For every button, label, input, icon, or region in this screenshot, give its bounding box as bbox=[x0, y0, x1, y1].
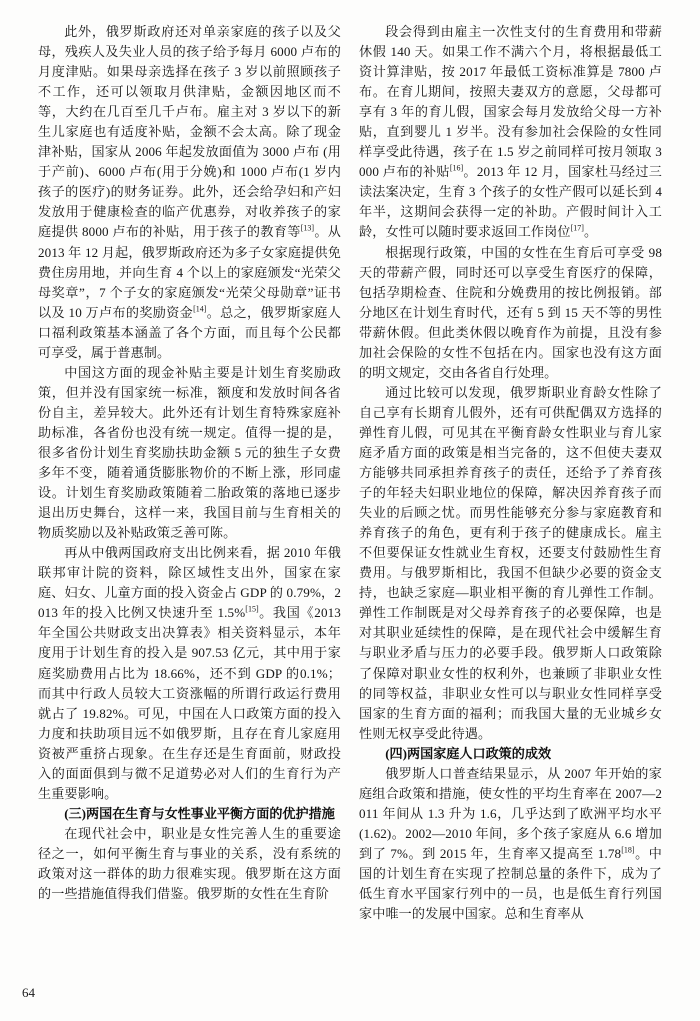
footnote-marker: [17] bbox=[570, 224, 584, 234]
paragraph: 在现代社会中，职业是女性完善人生的重要途径之一，如何平衡生育与事业的关系，没有系统的政策对这一群体的助力很难实现。俄罗斯在这方面的一些措施值得我们借鉴。俄罗斯的女性在生育阶 bbox=[38, 825, 341, 902]
section-heading-4: (四)两国家庭人口政策的成效 bbox=[385, 745, 552, 761]
footnote-marker: [15] bbox=[245, 605, 259, 614]
footnote-marker: [18] bbox=[621, 845, 635, 855]
paragraph: 段会得到由雇主一次性支付的生育费用和带薪休假 140 天。如果工作不满六个月，将根据最低工资计算津贴，按 2017 年最低工资标准算是 7800 卢布。在育儿期间，按照夫妻双方的意愿，父母都可享有 3 年的育儿假，国家会每月发放给父母一方补贴，直到婴儿 1 岁半。没有参加社会保险的女性同样享受此待遇，孩子在 1.5 岁之前同样可按月领取 3000 卢布的补贴[16]。2013 年 12 月，国家杜马经过三读法案决定，生育 3 个孩子的女性产假可以延长到 4 年半，这期间会获得一定的补助。产假时间计入工龄，女性可以随时要求返回工作岗位[17]。 bbox=[359, 24, 662, 240]
paragraph: 再从中俄两国政府支出比例来看，据 2010 年俄联邦审计院的资料，除区域性支出外，国家在家庭、妇女、儿童方面的投入资金占 GDP 的 0.79%，2013 年的投入比例又快速升至 1.5%[15]。我国《2013 年全国公共财政支出决算表》相关资料显示，本年度用于计划生育的投入是 907.53 亿元，其中用于家庭奖励费用占比为 18.66%，还不到 GDP 的0.1%；而其中行政人员较大工资涨幅的所谓行政运行费用就占了 19.82%。可见，中国在人口政策方面的投入力度和扶助项目远不如俄罗斯，且存在育儿家庭用资被严重挤占现象。在生存还是生育面前，财政投入的面面俱到与微不足道势必对人们的生育行为产生重要影响。 bbox=[38, 545, 341, 801]
paragraph: 根据现行政策，中国的女性在生育后可享受 98 天的带薪产假，同时还可以享受生育医疗的保障，包括孕期检查、住院和分娩费用的按比例报销。部分地区在计划生育时代，还有 5 到 15 天不等的男性带薪休假。但此类休假以晚育作为前提，且没有参加社会保险的女性不包括在内。国家也没有这方面的明文规定，交由各省自行处理。 bbox=[359, 244, 662, 380]
two-column-body bbox=[38, 22, 662, 957]
section-heading-3: (三)两国在生育与女性事业平衡方面的优护措施 bbox=[64, 805, 335, 821]
right-column bbox=[359, 22, 662, 957]
footnote-marker: [13] bbox=[300, 224, 315, 234]
left-column bbox=[38, 22, 341, 957]
footnote-marker: [14] bbox=[193, 304, 207, 314]
paragraph: 中国这方面的现金补贴主要是计划生育奖励政策，但并没有国家统一标准，额度和发放时间各省份自主，差异较大。此外还有计划生育特殊家庭补助标准，各省份也没有统一规定。值得一提的是，很多省份计划生育奖励扶助金额 5 元的独生子女费多年不变，随着通货膨胀物价的不断上涨，形同虚设。计划生育奖励政策随着二胎政策的落地已逐步退出历史舞台，这样一来，我国目前与生育相关的物质奖励以及补贴政策乏善可陈。 bbox=[38, 364, 341, 541]
footnote-marker: [16] bbox=[449, 163, 464, 173]
page-number: 64 bbox=[22, 985, 35, 1000]
paragraph: 通过比较可以发现，俄罗斯职业育龄女性除了自己享有长期育儿假外，还有可供配偶双方选择的弹性育儿假，可见其在平衡育龄女性职业与育儿家庭矛盾方面的政策是相当完备的，这不但使夫妻双方能够共同承担养育孩子的责任，还给予了养育孩子的年轻夫妇职业地位的保障，解决因养育孩子而失业的后顾之忧。而男性能够充分参与家庭教育和养育孩子的角色，更有利于孩子的健康成长。雇主不但要保证女性就业生育权，还要支付鼓励性生育费用。与俄罗斯相比，我国不但缺少必要的资金支持，也缺乏家庭—职业相平衡的育儿弹性工作制。弹性工作制既是对父母养育孩子的必要保障，也是对其职业延续性的保障，是在现代社会中缓解生育与职业矛盾与压力的必要手段。俄罗斯人口政策除了保障对职业女性的权利外，也兼顾了非职业女性的同等权益，非职业女性可以与职业女性同样享受国家的生育方面的福利；而我国大量的无业城乡女性则无权享受此待遇。 bbox=[359, 384, 662, 741]
paragraph: 此外，俄罗斯政府还对单亲家庭的孩子以及父母，残疾人及失业人员的孩子给予每月 6000 卢布的月度津贴。如果母亲选择在孩子 3 岁以前照顾孩子不工作，还可以领取月供津贴，金额因地区而不等，大约在几百至几千卢布。雇主对 3 岁以下的新生儿家庭也有适度补贴，金额不会太高。除了现金津补贴，国家从 2006 年起发放面值为 3000 卢布 (用于产前)、6000 卢布(用于分娩)和 1000 卢布(1 岁内孩子的医疗)的财务证券。此外，还会给孕妇和产妇发放用于健康检查的临产优惠券，对收养孩子的家庭提供 8000 卢布的补贴，用于孩子的教育等[13]。从 2013 年 12 月起，俄罗斯政府还为多子女家庭提供免费住房用地，并向生育 4 个以上的家庭颁发“光荣父母奖章”，7 个子女的家庭颁发“光荣父母勋章”证书以及 10 万卢布的奖励资金[14]。总之，俄罗斯家庭人口福利政策基本涵盖了各个方面，而且每个公民都可享受，属于普惠制。 bbox=[38, 24, 342, 360]
paragraph: 俄罗斯人口普查结果显示，从 2007 年开始的家庭组合政策和措施，使女性的平均生育率在 2007—2011 年间从 1.3 升为 1.6，几乎达到了欧洲平均水平(1.62)。2002—2010 年间，多个孩子家庭从 6.6 增加到了 7%。到 2015 年，生育率又提高至 1.78[18]。中国的计划生育在实现了控制总量的条件下，成为了低生育水平国家行列中的一员，也是低生育行列国家中唯一的发展中国家。总和生育率从 bbox=[359, 765, 663, 922]
